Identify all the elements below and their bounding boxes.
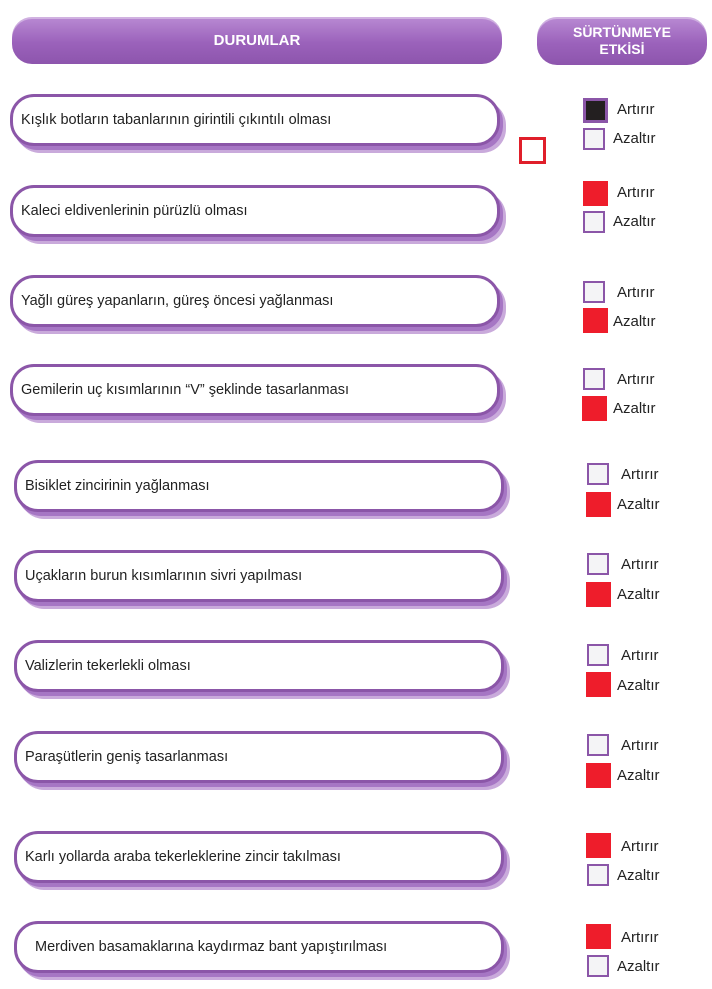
azaltir-checkbox-9[interactable] xyxy=(587,864,609,886)
situation-text: Gemilerin uç kısımlarının “V” şeklinde tasarlanması xyxy=(21,382,349,398)
azaltir-label-5: Azaltır xyxy=(617,496,660,513)
artirir-label-2: Artırır xyxy=(617,184,655,201)
durumlar-header-label: DURUMLAR xyxy=(213,32,301,49)
situation-row-10 xyxy=(14,921,504,973)
azaltir-label-7: Azaltır xyxy=(617,677,660,694)
azaltir-checkbox-1[interactable] xyxy=(583,128,605,150)
azaltir-label-9: Azaltır xyxy=(617,867,660,884)
azaltir-label-10: Azaltır xyxy=(617,958,660,975)
artirir-checkbox-3[interactable] xyxy=(583,281,605,303)
surtunme-etkisi-header xyxy=(537,17,707,65)
azaltir-label-3: Azaltır xyxy=(613,313,656,330)
situation-text: Karlı yollarda araba tekerleklerine zincir takılması xyxy=(25,849,341,865)
artirir-label-5: Artırır xyxy=(621,466,659,483)
situation-row-7 xyxy=(14,640,504,692)
situation-text: Merdiven basamaklarına kaydırmaz bant yapıştırılması xyxy=(35,939,388,955)
situation-text: Uçakların burun kısımlarının sivri yapılması xyxy=(25,568,303,584)
artirir-label-4: Artırır xyxy=(617,371,655,388)
artirir-checkbox-7[interactable] xyxy=(587,644,609,666)
situation-text: Bisiklet zincirinin yağlanması xyxy=(25,478,210,494)
azaltir-checkbox-4[interactable] xyxy=(582,396,607,421)
azaltir-checkbox-6[interactable] xyxy=(586,582,611,607)
azaltir-checkbox-10[interactable] xyxy=(587,955,609,977)
artirir-label-7: Artırır xyxy=(621,647,659,664)
artirir-checkbox-8[interactable] xyxy=(587,734,609,756)
azaltir-label-6: Azaltır xyxy=(617,586,660,603)
azaltir-label-8: Azaltır xyxy=(617,767,660,784)
surtunme-etkisi-line2: ETKİSİ xyxy=(599,41,645,57)
artirir-checkbox-1[interactable] xyxy=(583,98,608,123)
azaltir-checkbox-7[interactable] xyxy=(586,672,611,697)
artirir-label-6: Artırır xyxy=(621,556,659,573)
situation-row-2 xyxy=(10,185,500,237)
artirir-checkbox-2[interactable] xyxy=(583,181,608,206)
artirir-checkbox-5[interactable] xyxy=(587,463,609,485)
situation-text: Kışlık botların tabanlarının girintili çıkıntılı olması xyxy=(21,112,332,128)
situation-row-9 xyxy=(14,831,504,883)
durumlar-header xyxy=(12,17,502,64)
stray-red-checkbox[interactable] xyxy=(519,137,546,164)
artirir-label-3: Artırır xyxy=(617,284,655,301)
situation-row-5 xyxy=(14,460,504,512)
situation-row-3 xyxy=(10,275,500,327)
azaltir-checkbox-3[interactable] xyxy=(583,308,608,333)
situation-row-1 xyxy=(10,94,500,146)
artirir-label-9: Artırır xyxy=(621,838,659,855)
situation-text: Valizlerin tekerlekli olması xyxy=(25,658,191,674)
azaltir-label-2: Azaltır xyxy=(613,213,656,230)
situation-row-8 xyxy=(14,731,504,783)
azaltir-label-1: Azaltır xyxy=(613,130,656,147)
situation-text: Paraşütlerin geniş tasarlanması xyxy=(25,749,229,765)
artirir-checkbox-9[interactable] xyxy=(586,833,611,858)
azaltir-checkbox-8[interactable] xyxy=(586,763,611,788)
situation-text: Kaleci eldivenlerinin pürüzlü olması xyxy=(21,203,248,219)
azaltir-checkbox-2[interactable] xyxy=(583,211,605,233)
azaltir-label-4: Azaltır xyxy=(613,400,656,417)
artirir-checkbox-4[interactable] xyxy=(583,368,605,390)
situation-row-6 xyxy=(14,550,504,602)
artirir-label-8: Artırır xyxy=(621,737,659,754)
artirir-label-10: Artırır xyxy=(621,929,659,946)
artirir-checkbox-10[interactable] xyxy=(586,924,611,949)
azaltir-checkbox-5[interactable] xyxy=(586,492,611,517)
artirir-checkbox-6[interactable] xyxy=(587,553,609,575)
artirir-label-1: Artırır xyxy=(617,101,655,118)
surtunme-etkisi-line1: SÜRTÜNMEYE xyxy=(572,24,671,40)
situation-text: Yağlı güreş yapanların, güreş öncesi yağlanması xyxy=(21,293,334,309)
situation-row-4 xyxy=(10,364,500,416)
